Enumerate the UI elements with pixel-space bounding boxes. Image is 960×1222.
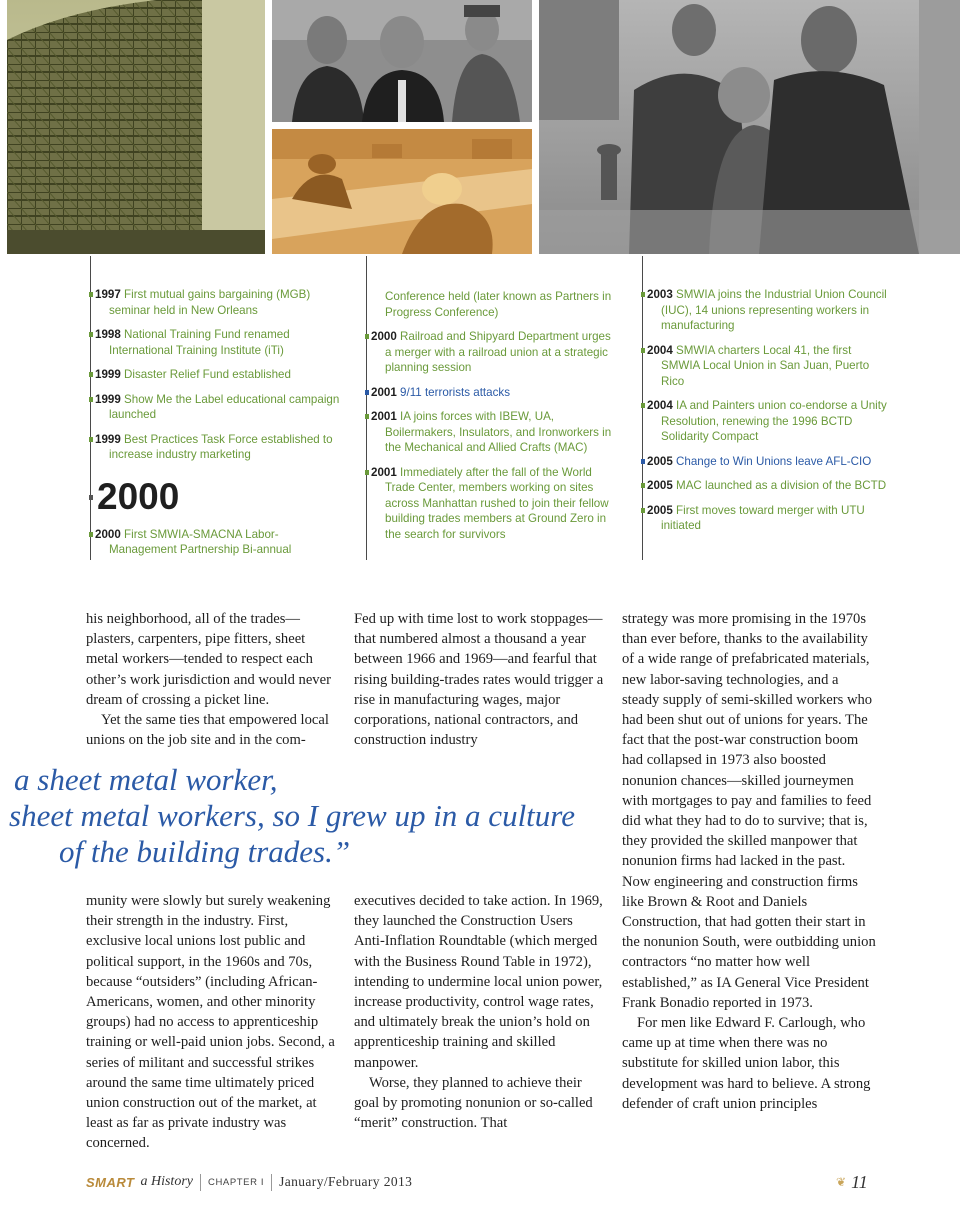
timeline-year: 2005 [647, 454, 673, 468]
timeline-text: Conference held (later known as Partners in Progress Conference) [385, 290, 612, 319]
timeline-entry [91, 367, 340, 383]
timeline-year: 2000 [371, 330, 397, 343]
timeline-list [367, 289, 616, 551]
timeline-text: MAC launched as a division of the BCTD [676, 479, 887, 492]
body-column-1-top [86, 609, 336, 750]
timeline-text: First SMWIA-SMACNA Labor-Management Partnership Bi-annual [109, 527, 292, 556]
pull-quote-line: sheet metal workers, so I grew up in a culture [9, 798, 575, 833]
timeline-year: 2001 [371, 410, 397, 423]
timeline-marker [89, 495, 93, 500]
body-paragraph: his neighborhood, all of the trades—plasters, carpenters, pipe fitters, sheet metal workers—tended to respect each other’s work jurisdiction and would never dream of crossing a picket line. [86, 611, 331, 708]
body-paragraph: Yet the same ties that empowered local unions on the job site and in the com- [86, 712, 329, 749]
pull-quote [0, 762, 600, 870]
timeline-year: 1998 [95, 328, 121, 341]
body-paragraph: Worse, they planned to achieve their goal by promoting nonunion or so-called “merit” construction. That [354, 1074, 593, 1132]
timeline-entry [91, 287, 340, 318]
footer-brand-logo: SMART [86, 1174, 135, 1190]
timeline-marker [365, 334, 369, 339]
timeline-list [91, 287, 340, 567]
timeline-text: IA and Painters union co-endorse a Unity Resolution, renewing the 1996 BCTD Solidarity Compact [661, 399, 887, 443]
body-column-2-top [354, 609, 604, 750]
decade-year: 2000 [97, 475, 180, 517]
timeline-text: Immediately after the fall of the World Trade Center, members working on sites across Manhattan rushed to join their fellow building trades members at Ground Zero in the search for survivors [385, 465, 609, 541]
timeline-entry [91, 392, 340, 423]
page-number: 11 [851, 1172, 868, 1192]
timeline-text: IA joins forces with IBEW, UA, Boilermakers, Insulators, and Ironworkers in the Mechanical and Allied Crafts (MAC) [385, 410, 612, 454]
timeline-entry [643, 503, 892, 534]
workshop-trainees-photo [272, 129, 532, 254]
timeline-text: Change to Win Unions leave AFL-CIO [676, 454, 872, 468]
timeline-marker [365, 390, 369, 395]
body-paragraph: Fed up with time lost to work stoppages—that numbered almost a thousand a year between 1966 and 1969—and fearful that rising building-trades rates would trigger a rise in manufacturing wages, major corporations, national contractors, and construction industry [354, 611, 604, 749]
body-paragraph: strategy was more promising in the 1970s than ever before, thanks to the availability of a wide range of prefabricated materials, new labor-saving technologies, and a steady supply of semi-skilled workers who had been shut out of unions for years. The fact that the post-war construction boom had collapsed in 1973 also boosted nonunion chances—skilled journeymen with mortgages to pay and families to feed did what they had to do to survive; that is, they provided the skilled manpower that nonunion firms had lacked in the past. Now engineering and construction firms like Brown & Root and Daniels Construction, that had gotten their start in the nonunion South, were outbidding union contractors “no matter how well established,” as IA General Vice President Frank Bonadio reported in 1973. [622, 611, 876, 1011]
timeline-marker [641, 459, 645, 464]
timeline-year: 2001 [371, 385, 397, 399]
timeline-year: 1997 [95, 288, 121, 301]
timeline-list [643, 287, 892, 543]
ornament-icon: ❦ [836, 1175, 847, 1189]
timeline-year: 2001 [371, 465, 397, 479]
timeline-year: 2000 [95, 527, 121, 541]
timeline-marker [89, 437, 93, 442]
timeline-marker [365, 470, 369, 475]
timeline-entry [367, 329, 616, 376]
timeline-text: First mutual gains bargaining (MGB) seminar held in New Orleans [109, 288, 311, 317]
timeline-text: Disaster Relief Fund established [124, 368, 291, 381]
timeline-entry [643, 478, 892, 494]
timeline-entry [643, 343, 892, 390]
ground-zero-rescue-photo [539, 0, 960, 254]
timeline-entry [91, 327, 340, 358]
timeline-marker [641, 292, 645, 297]
timeline-marker [641, 508, 645, 513]
scaffolded-building-photo [7, 0, 265, 254]
timeline-marker [365, 414, 369, 419]
body-column-1-bottom [86, 891, 336, 1154]
timeline-marker [641, 403, 645, 408]
footer-divider [200, 1174, 201, 1191]
timeline-text: First moves toward merger with UTU initiated [661, 503, 865, 532]
timeline-text: Railroad and Shipyard Department urges a merger with a railroad union at a strategic planning session [385, 330, 611, 374]
body-paragraph: munity were slowly but surely weakening their strength in the industry. First, exclusive local unions lost public and political support, in the 1960s and 70s, because “outsiders” (including African-Americans, women, and other minority groups) had no access to apprenticeship training or well-paid union jobs. Second, a series of militant and successful strikes around the same time ultimately priced union construction out of the market, at least as far as private industry was concerned. [86, 893, 335, 1152]
timeline-entry [643, 398, 892, 445]
timeline-marker [89, 532, 93, 537]
timeline-entry [367, 409, 616, 456]
pull-quote-line: a sheet metal worker, [14, 762, 278, 797]
timeline-decade-heading [91, 477, 340, 517]
page-number-block [836, 1172, 868, 1193]
timeline-entry [91, 432, 340, 463]
timeline-entry [643, 287, 892, 334]
body-column-2-bottom [354, 891, 604, 1133]
footer-issue-date: January/February 2013 [279, 1174, 413, 1189]
timeline-column-3 [642, 256, 892, 560]
timeline-marker [89, 397, 93, 402]
timeline-year: 1999 [95, 432, 121, 446]
timeline-text: Best Practices Task Force established to increase industry marketing [109, 432, 333, 461]
timeline-marker [89, 332, 93, 337]
timeline-text: Show Me the Label educational campaign launched [109, 392, 340, 421]
timeline-marker [641, 348, 645, 353]
body-paragraph: executives decided to take action. In 1969, they launched the Construction Users Anti-Inflation Roundtable (which merged with the Business Round Table in 1972), intending to undermine local union power, increase productivity, control wage rates, and ultimately break the union’s hold on apprenticeship training and skilled manpower. [354, 893, 603, 1071]
timeline-year: 2005 [647, 479, 673, 492]
men-in-suits-photo [272, 0, 532, 122]
timeline-continuation [367, 289, 616, 320]
footer-subtitle: a History [140, 1174, 193, 1189]
timeline-text: SMWIA joins the Industrial Union Council (IUC), 14 unions representing workers in manufacturing [661, 288, 887, 332]
body-paragraph: For men like Edward F. Carlough, who came up at time when there was no substitute for skilled union labor, this development was hard to believe. A strong defender of craft union principles [622, 1015, 871, 1112]
timeline-entry [91, 527, 340, 558]
body-column-3 [622, 609, 877, 1114]
timeline-year: 1999 [95, 392, 121, 406]
timeline-year: 2003 [647, 288, 673, 301]
footer-chapter: CHAPTER I [207, 1176, 265, 1188]
timeline-year: 2005 [647, 503, 673, 517]
timeline-column-2 [366, 256, 616, 560]
timeline-entry [367, 385, 616, 401]
timeline-text: SMWIA charters Local 41, the first SMWIA Local Union in San Juan, Puerto Rico [661, 343, 870, 388]
timeline-marker [641, 483, 645, 488]
page-footer [86, 1172, 412, 1192]
timeline-entry [643, 454, 892, 470]
footer-divider [271, 1174, 272, 1191]
timeline-year: 2004 [647, 343, 673, 357]
timeline-column-1 [90, 256, 340, 560]
timeline-marker [89, 292, 93, 297]
timeline-year: 1999 [95, 368, 121, 381]
timeline-marker [89, 372, 93, 377]
timeline-entry [367, 465, 616, 543]
timeline-text: National Training Fund renamed International Training Institute (iTi) [109, 328, 290, 357]
timeline-text: 9/11 terrorists attacks [400, 385, 510, 399]
pull-quote-line: of the building trades.” [59, 834, 351, 869]
timeline-year: 2004 [647, 399, 673, 412]
